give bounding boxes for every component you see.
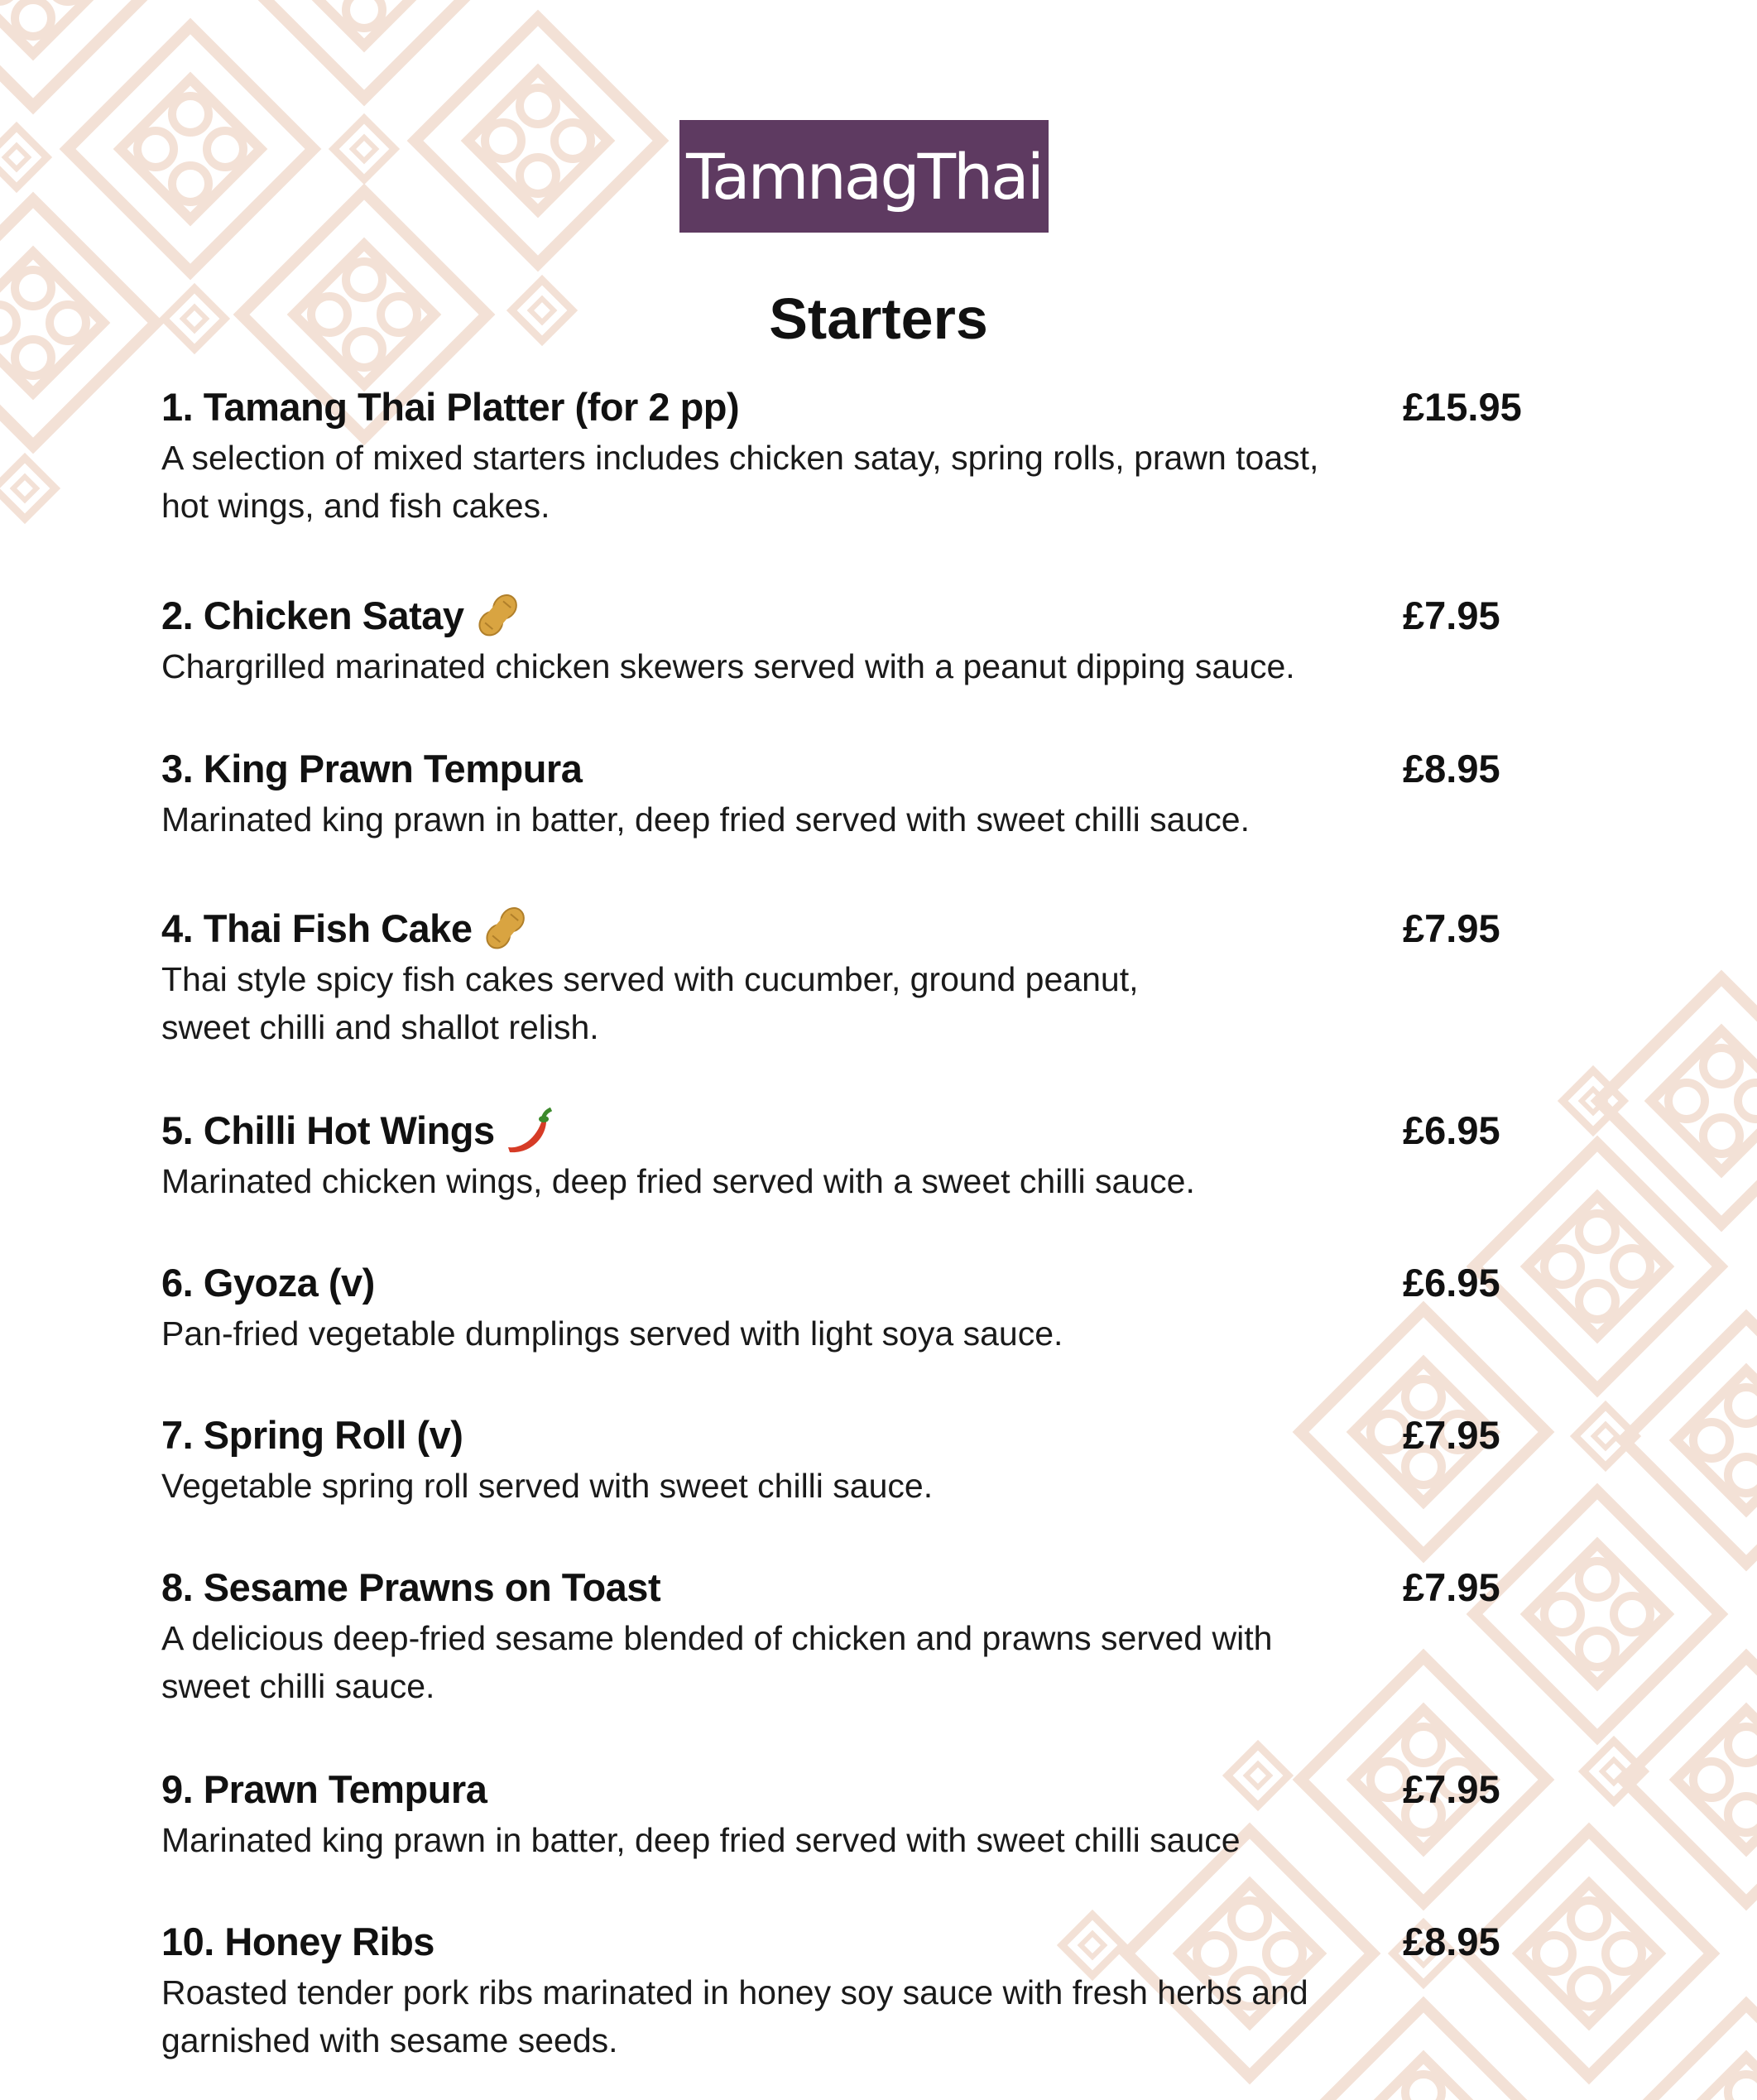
- description-line: sweet chilli sauce.: [161, 1667, 435, 1705]
- section-title: Starters: [769, 286, 988, 351]
- description-line: garnished with sesame seeds.: [161, 2021, 618, 2059]
- menu-item-name: 6. Gyoza (v): [161, 1261, 375, 1305]
- description-line: sweet chilli and shallot relish.: [161, 1008, 599, 1046]
- menu-item: [161, 1561, 1535, 1710]
- menu-item-price: £8.95: [1403, 1920, 1500, 1963]
- menu-item-header: [161, 902, 1535, 955]
- menu-item-name: 4. Thai Fish Cake: [161, 906, 473, 950]
- menu-item-description: [161, 1157, 1428, 1205]
- chilli-icon: [503, 1104, 553, 1157]
- peanut-icon: [473, 589, 522, 642]
- description-line: A delicious deep-fried sesame blended of chicken and prawns served with: [161, 1619, 1273, 1657]
- menu-item-header: [161, 1915, 1535, 1968]
- menu-item-name: 3. King Prawn Tempura: [161, 747, 583, 791]
- description-line: Thai style spicy fish cakes served with cucumber, ground peanut,: [161, 960, 1139, 998]
- menu-item: [161, 1257, 1535, 1358]
- menu-item-price: £15.95: [1403, 385, 1522, 429]
- menu-item-description: [161, 955, 1428, 1051]
- menu-item: [161, 1104, 1535, 1205]
- menu-item-description: [161, 1968, 1428, 2064]
- description-line: Pan-fried vegetable dumplings served with light soya sauce.: [161, 1314, 1063, 1353]
- restaurant-logo: TamnagThai: [679, 120, 1049, 233]
- menu-item-header: [161, 742, 1535, 795]
- menu-item: [161, 1915, 1535, 2064]
- menu-item-header: [161, 1104, 1535, 1157]
- menu-item-price: £6.95: [1403, 1261, 1500, 1305]
- menu-item: [161, 589, 1535, 690]
- menu-item-price: £7.95: [1403, 1413, 1500, 1457]
- description-line: Chargrilled marinated chicken skewers served with a peanut dipping sauce.: [161, 647, 1295, 685]
- menu-item: [161, 381, 1535, 530]
- menu-item-price: £8.95: [1403, 747, 1500, 791]
- menu-item-header: [161, 381, 1535, 434]
- menu-item-price: £7.95: [1403, 1767, 1500, 1811]
- peanut-icon: [480, 902, 530, 955]
- menu-item-price: £6.95: [1403, 1108, 1500, 1152]
- menu-item-header: [161, 589, 1535, 642]
- menu-item-name: 8. Sesame Prawns on Toast: [161, 1565, 661, 1609]
- menu-item: [161, 1409, 1535, 1510]
- menu-item-description: [161, 1816, 1428, 1864]
- menu-item-name: 1. Tamang Thai Platter (for 2 pp): [161, 385, 740, 429]
- menu-item-description: [161, 1614, 1428, 1710]
- menu-item-description: [161, 795, 1428, 843]
- description-line: Marinated king prawn in batter, deep fried served with sweet chilli sauce: [161, 1821, 1241, 1859]
- menu-item-name: 10. Honey Ribs: [161, 1920, 434, 1963]
- menu-item-header: [161, 1561, 1535, 1614]
- description-line: Vegetable spring roll served with sweet chilli sauce.: [161, 1467, 934, 1505]
- menu-item-description: [161, 1462, 1428, 1510]
- menu-item: [161, 1763, 1535, 1864]
- menu-item-name: 9. Prawn Tempura: [161, 1767, 487, 1811]
- description-line: Marinated king prawn in batter, deep fried served with sweet chilli sauce.: [161, 800, 1250, 839]
- menu-item-name: 2. Chicken Satay: [161, 593, 464, 637]
- menu-item: [161, 902, 1535, 1051]
- menu-item-header: [161, 1763, 1535, 1816]
- menu-item-description: [161, 642, 1428, 690]
- description-line: Roasted tender pork ribs marinated in honey soy sauce with fresh herbs and: [161, 1973, 1308, 2011]
- menu-item-description: [161, 1309, 1428, 1358]
- menu-item-price: £7.95: [1403, 593, 1500, 637]
- description-line: hot wings, and fish cakes.: [161, 487, 550, 525]
- menu-item: [161, 742, 1535, 843]
- menu-item-name: 7. Spring Roll (v): [161, 1413, 463, 1457]
- description-line: Marinated chicken wings, deep fried served with a sweet chilli sauce.: [161, 1162, 1195, 1200]
- menu-item-price: £7.95: [1403, 1565, 1500, 1609]
- menu-item-header: [161, 1409, 1535, 1462]
- menu-item-description: [161, 434, 1428, 530]
- menu-item-name: 5. Chilli Hot Wings: [161, 1108, 495, 1152]
- menu-item-header: [161, 1257, 1535, 1309]
- description-line: A selection of mixed starters includes chicken satay, spring rolls, prawn toast,: [161, 439, 1319, 477]
- menu-item-price: £7.95: [1403, 906, 1500, 950]
